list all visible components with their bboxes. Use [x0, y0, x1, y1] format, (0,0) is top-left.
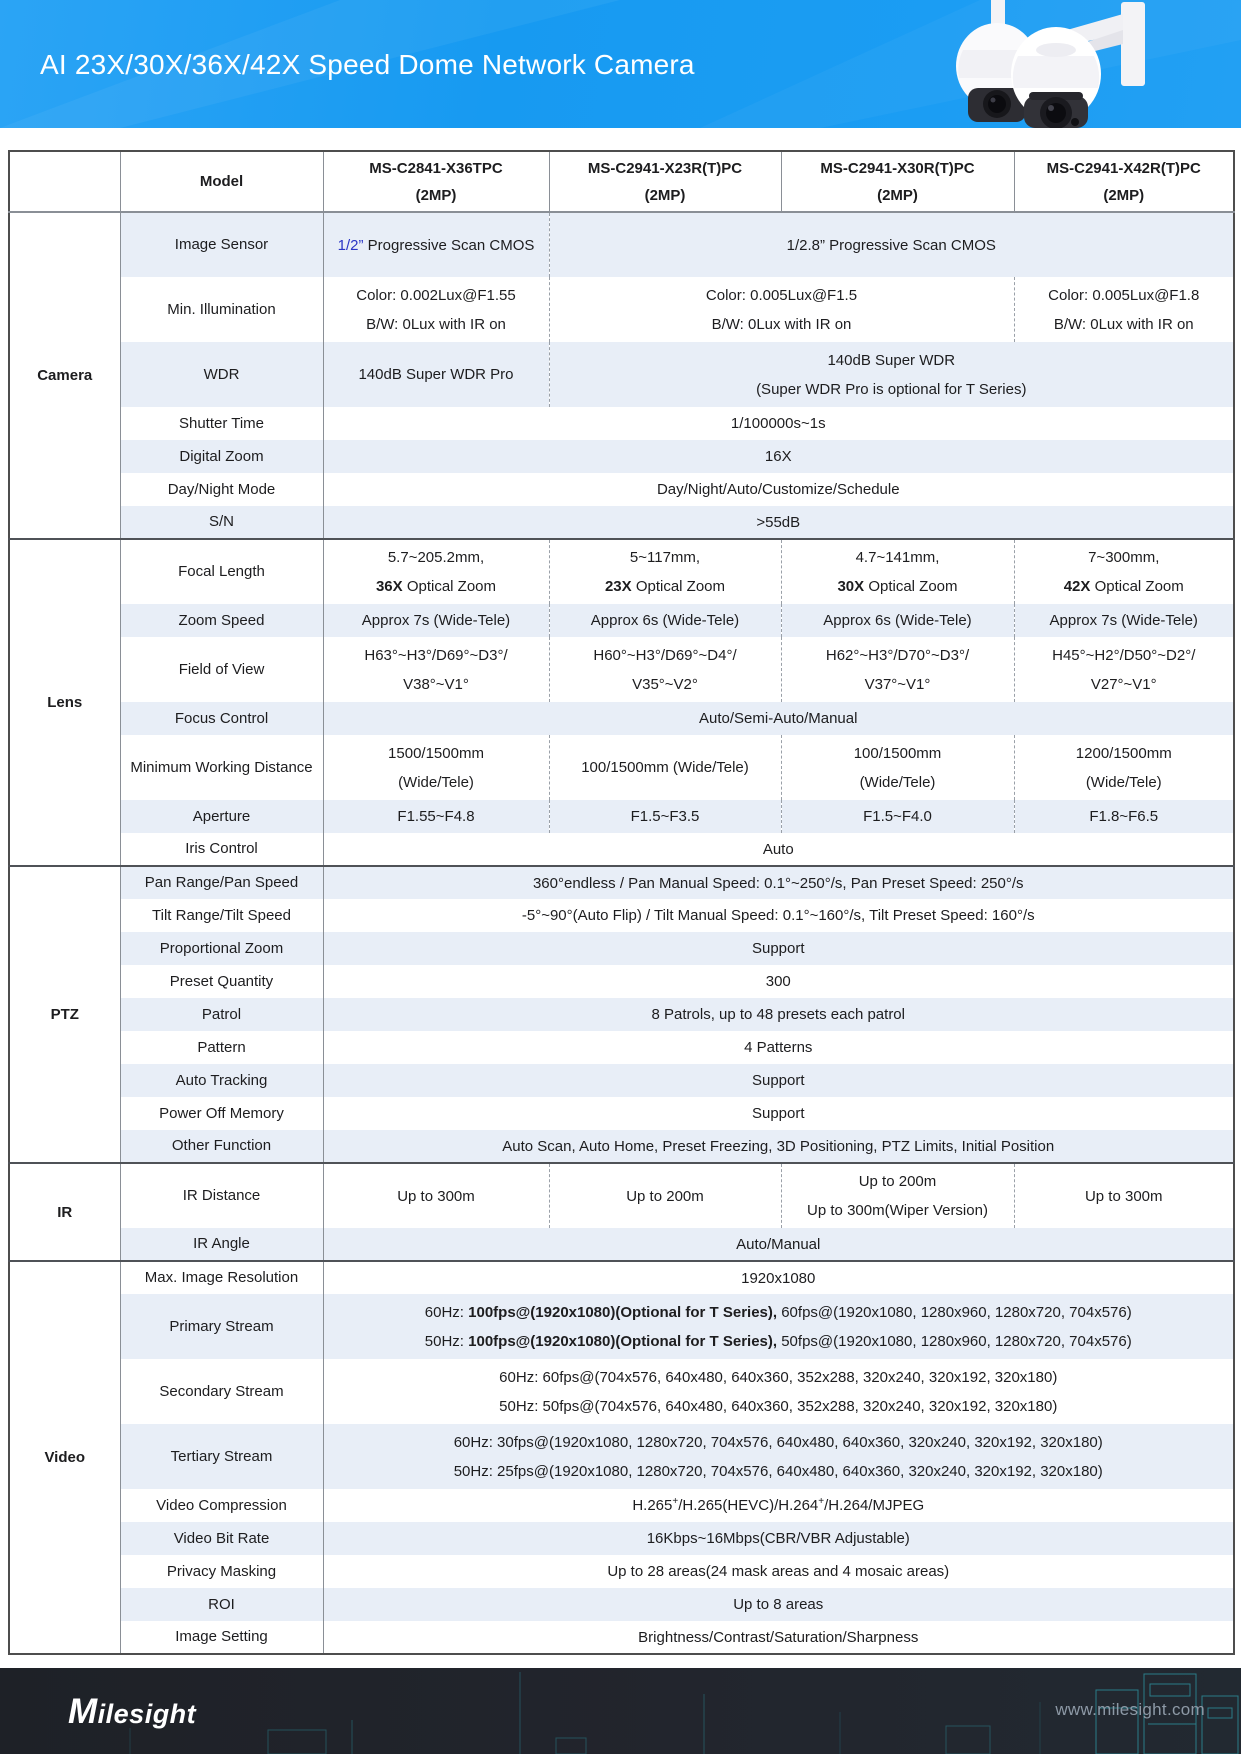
row-min-illumination — [9, 277, 1234, 342]
cell-max-image-resolution: 1920x1080 — [323, 1261, 1234, 1294]
spec-focus-control: Focus Control — [120, 702, 323, 735]
line-2: B/W: 0Lux with IR on — [1053, 315, 1194, 333]
row-video-compression — [9, 1489, 1234, 1522]
line-1: 140dB Super WDR — [827, 351, 956, 369]
cell-power-off-memory: Support — [751, 1105, 805, 1122]
spec-table — [8, 150, 1235, 1655]
cell-zoom-speed-x30: Approx 6s (Wide-Tele) — [781, 604, 1014, 637]
cell-mwd-x30 — [781, 735, 1014, 800]
model-name: MS-C2841-X36TPC — [369, 159, 503, 177]
spec-shutter-time: Shutter Time — [120, 407, 323, 440]
section-lens-label: Lens — [9, 539, 120, 866]
model-name: MS-C2941-X42R(T)PC — [1046, 159, 1201, 177]
section-ptz-label: PTZ — [9, 866, 120, 1163]
cell-privacy-masking: Up to 28 areas(24 mask areas and 4 mosaic areas) — [607, 1563, 950, 1580]
seg: H.265 — [632, 1497, 673, 1514]
cell-ir-distance-x23: Up to 200m — [549, 1163, 781, 1228]
row-day-night-mode — [9, 473, 1234, 506]
line-2 — [556, 572, 775, 601]
spec-patrol: Patrol — [120, 998, 323, 1031]
spec-min-working-distance: Minimum Working Distance — [120, 735, 323, 800]
spec-ir-distance: IR Distance — [120, 1163, 323, 1228]
row-iris-control — [9, 833, 1234, 866]
model-x23rtpc — [549, 151, 781, 212]
spec-tertiary-stream: Tertiary Stream — [120, 1424, 323, 1489]
row-preset-quantity — [9, 965, 1234, 998]
line-1: 1500/1500mm — [388, 744, 484, 762]
row-video-bit-rate — [9, 1522, 1234, 1555]
cell-mwd-x42 — [1014, 735, 1234, 800]
line-1: 100/1500mm — [853, 744, 942, 762]
cell-zoom-speed-x42: Approx 7s (Wide-Tele) — [1049, 612, 1198, 629]
row-tertiary-stream — [9, 1424, 1234, 1489]
cell-mwd-x23: 100/1500mm (Wide/Tele) — [549, 735, 781, 800]
cell-focal-length-x36 — [323, 539, 549, 604]
footer-website-link[interactable]: www.milesight.com — [1055, 1700, 1205, 1719]
footer — [0, 1668, 1241, 1754]
spec-field-of-view: Field of View — [120, 637, 323, 702]
line-1: 4.7~141mm, — [855, 549, 940, 566]
row-aperture — [9, 800, 1234, 833]
line-2: B/W: 0Lux with IR on — [711, 315, 852, 333]
cell-aperture-x42: F1.8~F6.5 — [1089, 808, 1159, 825]
model-mp: (2MP) — [644, 186, 686, 204]
row-secondary-stream — [9, 1359, 1234, 1424]
model-x36tpc — [323, 151, 549, 212]
model-x42rtpc — [1014, 151, 1234, 212]
seg: /H.265(HEVC)/H.264 — [678, 1497, 819, 1514]
row-tilt — [9, 899, 1234, 932]
sensor-size-highlight: 1/2” — [337, 236, 364, 254]
spec-max-image-resolution: Max. Image Resolution — [120, 1261, 323, 1294]
line-1: 5~117mm, — [629, 549, 701, 566]
row-zoom-speed — [9, 604, 1234, 637]
cell-aperture-x36: F1.55~F4.8 — [323, 800, 549, 833]
row-image-sensor — [9, 212, 1234, 277]
line-2: V37°~V1° — [864, 675, 931, 693]
line-1: H63°~H3°/D69°~D3°/ — [364, 646, 508, 664]
cell-day-night-mode: Day/Night/Auto/Customize/Schedule — [656, 481, 900, 498]
cell-fov-x23 — [549, 637, 781, 702]
rest: 50fps@(1920x1080, 1280x960, 1280x720, 704x576) — [777, 1332, 1132, 1350]
spec-min-illumination: Min. Illumination — [120, 277, 323, 342]
cell-ir-distance-x42: Up to 300m — [1014, 1163, 1234, 1228]
cell-tilt: -5°~90°(Auto Flip) / Tilt Manual Speed: 0.1°~160°/s, Tilt Preset Speed: 160°/s — [521, 907, 1035, 924]
line-2: (Wide/Tele) — [1085, 773, 1162, 791]
line-1: H60°~H3°/D69°~D4°/ — [593, 646, 737, 664]
spec-secondary-stream: Secondary Stream — [120, 1359, 323, 1424]
spec-other-function: Other Function — [120, 1130, 323, 1163]
line-1: Color: 0.005Lux@F1.8 — [1048, 286, 1200, 304]
line-1: 1200/1500mm — [1075, 744, 1172, 762]
line-60hz — [330, 1298, 1228, 1327]
cell-fov-x36 — [323, 637, 549, 702]
row-wdr — [9, 342, 1234, 407]
cell-proportional-zoom: Support — [751, 940, 805, 957]
cell-min-illumination-x42 — [1014, 277, 1234, 342]
row-other-function — [9, 1130, 1234, 1163]
cell-auto-tracking: Support — [751, 1072, 805, 1089]
row-image-setting — [9, 1621, 1234, 1654]
cell-fov-x42 — [1014, 637, 1234, 702]
spec-power-off-memory: Power Off Memory — [120, 1097, 323, 1130]
row-privacy-masking — [9, 1555, 1234, 1588]
line-2: (Super WDR Pro is optional for T Series) — [756, 380, 1027, 398]
product-photo-speed-dome-cameras — [925, 0, 1150, 128]
cell-iris-control: Auto — [762, 840, 794, 858]
cell-ir-distance-x36: Up to 300m — [323, 1163, 549, 1228]
section-ir-label: IR — [9, 1163, 120, 1261]
spec-primary-stream: Primary Stream — [120, 1294, 323, 1359]
camera-wall-plate — [1121, 2, 1145, 86]
row-primary-stream — [9, 1294, 1234, 1359]
optical-zoom-bold: 23X — [604, 578, 632, 595]
plus-superscript: + — [672, 1496, 679, 1507]
spec-image-sensor: Image Sensor — [120, 212, 323, 277]
spec-image-setting: Image Setting — [120, 1621, 323, 1654]
cell-focal-length-x23 — [549, 539, 781, 604]
line-1: 5.7~205.2mm, — [387, 549, 485, 566]
spec-video-bit-rate: Video Bit Rate — [120, 1522, 323, 1555]
cell-ir-angle: Auto/Manual — [736, 1235, 821, 1253]
spec-video-compression: Video Compression — [120, 1489, 323, 1522]
row-shutter-time — [9, 407, 1234, 440]
row-focal-length — [9, 539, 1234, 604]
spec-day-night-mode: Day/Night Mode — [120, 473, 323, 506]
spec-proportional-zoom: Proportional Zoom — [120, 932, 323, 965]
row-sn — [9, 506, 1234, 539]
line-50hz: 50Hz: 50fps@(704x576, 640x480, 640x360, 352x288, 320x240, 320x192, 320x180) — [499, 1397, 1058, 1415]
row-min-working-distance — [9, 735, 1234, 800]
cell-zoom-speed-x23: Approx 6s (Wide-Tele) — [549, 604, 781, 637]
section-video-label: Video — [9, 1261, 120, 1654]
row-digital-zoom — [9, 440, 1234, 473]
cell-min-illumination-x23-x30 — [549, 277, 1014, 342]
line-1: Color: 0.005Lux@F1.5 — [705, 286, 858, 304]
line-2: V27°~V1° — [1090, 675, 1157, 693]
row-pattern — [9, 1031, 1234, 1064]
line-1: H62°~H3°/D70°~D3°/ — [825, 646, 970, 664]
line-2 — [1021, 572, 1228, 601]
milesight-logo: Milesight — [68, 1692, 197, 1731]
cell-secondary-stream — [323, 1359, 1234, 1424]
spec-iris-control: Iris Control — [120, 833, 323, 866]
cell-patrol: 8 Patrols, up to 48 presets each patrol — [651, 1006, 905, 1023]
spec-ir-angle: IR Angle — [120, 1228, 323, 1261]
cell-video-compression — [323, 1489, 1234, 1522]
cell-focal-length-x30 — [781, 539, 1014, 604]
cell-mwd-x36 — [323, 735, 549, 800]
freq: 60Hz: — [424, 1303, 469, 1321]
cell-aperture-x30: F1.5~F4.0 — [781, 800, 1014, 833]
line-2: (Wide/Tele) — [859, 773, 936, 791]
line-50hz: 50Hz: 25fps@(1920x1080, 1280x720, 704x576, 640x480, 640x360, 320x240, 320x192, 320x180) — [453, 1462, 1103, 1480]
bold-part: 100fps@(1920x1080)(Optional for T Series), — [468, 1332, 778, 1350]
optical-zoom-bold: 42X — [1063, 578, 1091, 595]
row-proportional-zoom — [9, 932, 1234, 965]
line-2 — [330, 572, 543, 601]
row-power-off-memory — [9, 1097, 1234, 1130]
cell-digital-zoom: 16X — [764, 448, 792, 465]
optical-zoom-suffix: Optical Zoom — [864, 578, 958, 595]
seg: /H.264/MJPEG — [824, 1497, 925, 1514]
spec-aperture: Aperture — [120, 800, 323, 833]
line-60hz: 60Hz: 30fps@(1920x1080, 1280x720, 704x576, 640x480, 640x360, 320x240, 320x192, 320x180) — [453, 1433, 1103, 1451]
row-focus-control — [9, 702, 1234, 735]
plus-superscript: + — [818, 1496, 825, 1507]
spec-pan: Pan Range/Pan Speed — [120, 866, 323, 899]
cell-sn: >55dB — [756, 513, 801, 531]
section-camera-label: Camera — [9, 212, 120, 539]
line-50hz — [330, 1327, 1228, 1356]
spec-focal-length: Focal Length — [120, 539, 323, 604]
cell-shutter-time: 1/100000s~1s — [730, 415, 826, 432]
spec-tilt: Tilt Range/Tilt Speed — [120, 899, 323, 932]
page-title: AI 23X/30X/36X/42X Speed Dome Network Camera — [40, 49, 695, 80]
spec-roi: ROI — [120, 1588, 323, 1621]
model-mp: (2MP) — [415, 186, 457, 204]
line-1: H45°~H2°/D50°~D2°/ — [1052, 646, 1196, 664]
line-2: Up to 300m(Wiper Version) — [807, 1202, 988, 1219]
model-mp: (2MP) — [1103, 186, 1145, 204]
freq: 50Hz: — [424, 1332, 469, 1350]
cell-pattern: 4 Patterns — [744, 1039, 813, 1056]
optical-zoom-suffix: Optical Zoom — [1090, 578, 1184, 595]
model-x30rtpc — [781, 151, 1014, 212]
spec-zoom-speed: Zoom Speed — [120, 604, 323, 637]
cell-wdr-x36: 140dB Super WDR Pro — [323, 342, 549, 407]
spec-wdr: WDR — [120, 342, 323, 407]
corner-cell — [9, 151, 120, 212]
model-name: MS-C2941-X23R(T)PC — [587, 159, 743, 177]
row-max-image-resolution — [9, 1261, 1234, 1294]
banner — [0, 0, 1241, 128]
cell-pan: 360°endless / Pan Manual Speed: 0.1°~250°/s, Pan Preset Speed: 250°/s — [323, 866, 1234, 899]
cell-preset-quantity: 300 — [765, 973, 791, 990]
cell-wdr-others — [549, 342, 1234, 407]
bold-part: 100fps@(1920x1080)(Optional for T Series), — [468, 1303, 778, 1321]
line-2 — [788, 572, 1008, 601]
model-header-label: Model — [120, 151, 323, 212]
cell-roi: Up to 8 areas — [733, 1596, 824, 1613]
cell-fov-x30 — [781, 637, 1014, 702]
spec-pattern: Pattern — [120, 1031, 323, 1064]
line-1: Up to 200m — [858, 1173, 937, 1190]
optical-zoom-suffix: Optical Zoom — [402, 578, 497, 595]
cell-tertiary-stream — [323, 1424, 1234, 1489]
row-roi — [9, 1588, 1234, 1621]
model-name: MS-C2941-X30R(T)PC — [820, 159, 975, 177]
model-header-row — [9, 151, 1234, 212]
spec-auto-tracking: Auto Tracking — [120, 1064, 323, 1097]
cell-aperture-x23: F1.5~F3.5 — [549, 800, 781, 833]
line-2: (Wide/Tele) — [398, 773, 474, 791]
spec-preset-quantity: Preset Quantity — [120, 965, 323, 998]
cell-image-sensor-x36 — [323, 212, 549, 277]
spec-digital-zoom: Digital Zoom — [120, 440, 323, 473]
cell-other-function: Auto Scan, Auto Home, Preset Freezing, 3D Positioning, PTZ Limits, Initial Position — [502, 1137, 1055, 1155]
cell-min-illumination-x36 — [323, 277, 549, 342]
row-ir-distance — [9, 1163, 1234, 1228]
cell-primary-stream — [323, 1294, 1234, 1359]
cell-video-bit-rate: 16Kbps~16Mbps(CBR/VBR Adjustable) — [646, 1530, 910, 1547]
cell-focal-length-x42 — [1014, 539, 1234, 604]
spec-privacy-masking: Privacy Masking — [120, 1555, 323, 1588]
cell-ir-distance-x30 — [781, 1163, 1014, 1228]
optical-zoom-bold: 30X — [837, 578, 865, 595]
line-1: 7~300mm, — [1088, 549, 1160, 566]
line-2: B/W: 0Lux with IR on — [366, 315, 506, 333]
cell-focus-control: Auto/Semi-Auto/Manual — [699, 710, 858, 727]
row-ir-angle — [9, 1228, 1234, 1261]
row-auto-tracking — [9, 1064, 1234, 1097]
row-patrol — [9, 998, 1234, 1031]
optical-zoom-bold: 36X — [375, 578, 403, 595]
row-pan — [9, 866, 1234, 899]
cell-image-setting: Brightness/Contrast/Saturation/Sharpness — [638, 1628, 919, 1646]
row-field-of-view — [9, 637, 1234, 702]
cell-zoom-speed-x36: Approx 7s (Wide-Tele) — [323, 604, 549, 637]
sensor-rest: Progressive Scan CMOS — [363, 236, 535, 254]
camera-front — [1011, 27, 1101, 128]
line-1: Color: 0.002Lux@F1.55 — [356, 286, 516, 304]
optical-zoom-suffix: Optical Zoom — [631, 578, 726, 595]
model-mp: (2MP) — [877, 186, 918, 204]
line-2: V38°~V1° — [403, 675, 469, 693]
line-2: V35°~V2° — [632, 675, 698, 693]
line-60hz: 60Hz: 60fps@(704x576, 640x480, 640x360, 352x288, 320x240, 320x192, 320x180) — [499, 1368, 1058, 1386]
rest: 60fps@(1920x1080, 1280x960, 1280x720, 704x576) — [777, 1303, 1132, 1321]
spec-sn: S/N — [120, 506, 323, 539]
cell-image-sensor-others: 1/2.8” Progressive Scan CMOS — [786, 236, 996, 254]
